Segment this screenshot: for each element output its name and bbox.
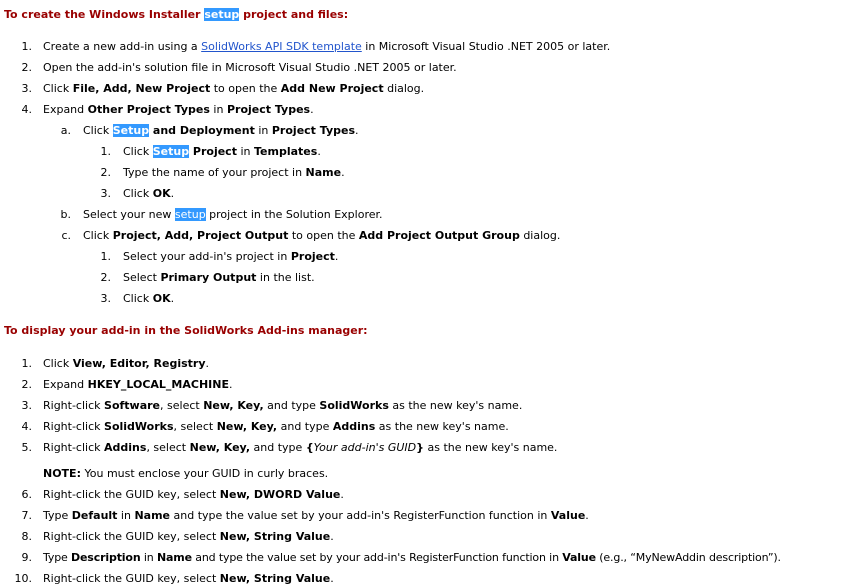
section2-heading: To display your add-in in the SolidWorks Add-ins manager: xyxy=(4,324,368,337)
search-highlight: Setup xyxy=(112,124,150,137)
section1-heading: To create the Windows Installer setup project and files: xyxy=(4,8,349,21)
note: NOTE: You must enclose your GUID in curly braces. xyxy=(43,467,329,480)
search-highlight: setup xyxy=(204,8,240,21)
search-highlight: setup xyxy=(174,208,206,221)
search-highlight: Setup xyxy=(152,145,190,158)
sdk-template-link[interactable]: SolidWorks API SDK template xyxy=(201,40,362,53)
